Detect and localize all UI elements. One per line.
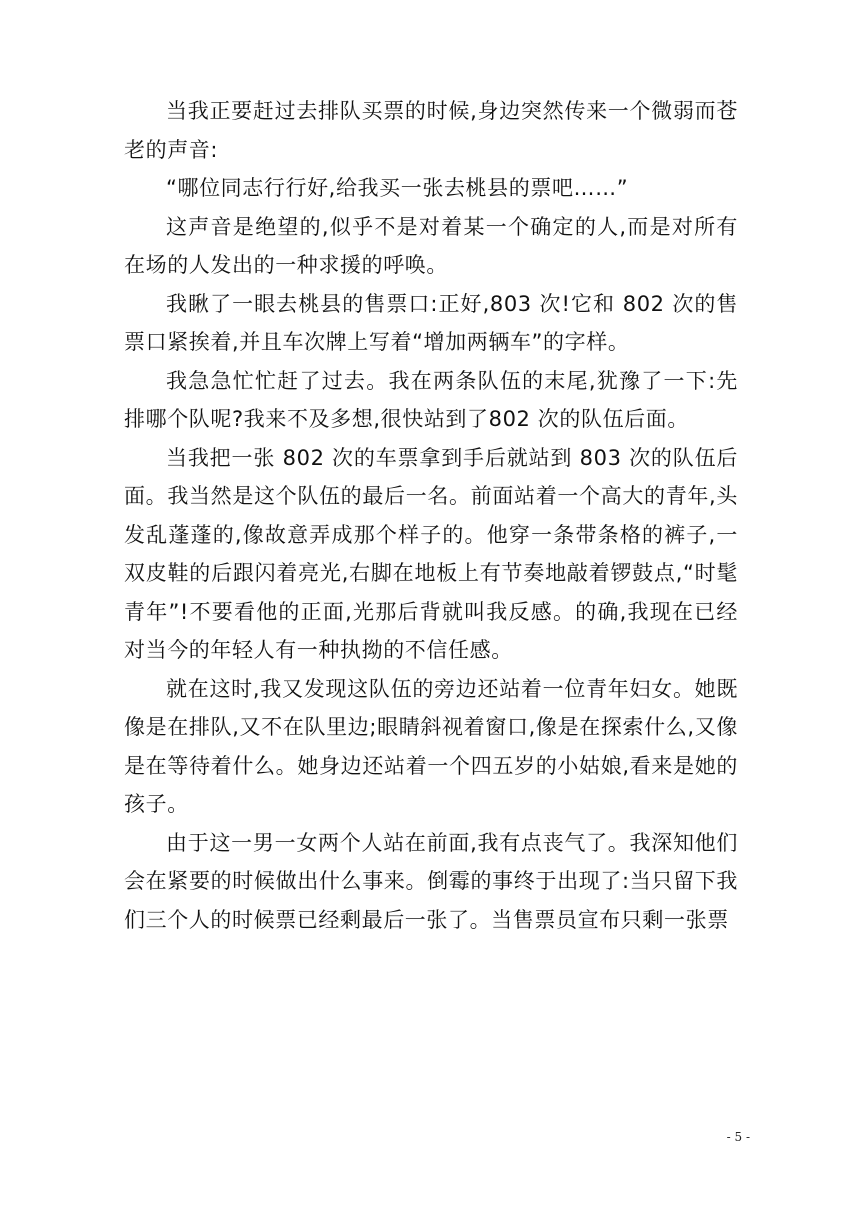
paragraph: “哪位同志行行好,给我买一张去桃县的票吧……”: [166, 176, 629, 200]
paragraph: 我瞅了一眼去桃县的售票口:正好,803 次!它和 802 次的售票口紧挨着,并且车次牌上写着“增加两辆车”的字样。: [124, 291, 738, 354]
paragraph: 当我正要赶过去排队买票的时候,身边突然传来一个微弱而苍老的声音:: [124, 99, 738, 162]
document-body: [124, 92, 738, 939]
paragraph: 当我把一张 802 次的车票拿到手后就站到 803 次的队伍后面。我当然是这个队伍的最后一名。前面站着一个高大的青年,头发乱蓬蓬的,像故意弄成那个样子的。他穿一条带条格的裤子,一双皮鞋的后跟闪着亮光,右脚在地板上有节奏地敲着锣鼓点,“时髦青年”!不要看他的正面,光那后背就叫我反感。的确,我现在已经对当今的年轻人有一种执拗的不信任感。: [124, 445, 738, 662]
paragraph: 这声音是绝望的,似乎不是对着某一个确定的人,而是对所有在场的人发出的一种求援的呼唤。: [124, 214, 738, 277]
paragraph: 就在这时,我又发现这队伍的旁边还站着一位青年妇女。她既像是在排队,又不在队里边;眼睛斜视着窗口,像是在探索什么,又像是在等待着什么。她身边还站着一个四五岁的小姑娘,看来是她的孩子。: [124, 676, 738, 816]
paragraph: 我急急忙忙赶了过去。我在两条队伍的末尾,犹豫了一下:先排哪个队呢?我来不及多想,很快站到了802 次的队伍后面。: [124, 368, 738, 431]
paragraph: 由于这一男一女两个人站在前面,我有点丧气了。我深知他们会在紧要的时候做出什么事来。倒霉的事终于出现了:当只留下我们三个人的时候票已经剩最后一张了。当售票员宣布只剩一张票: [124, 830, 738, 932]
page-number: - 5 -: [726, 1130, 750, 1144]
